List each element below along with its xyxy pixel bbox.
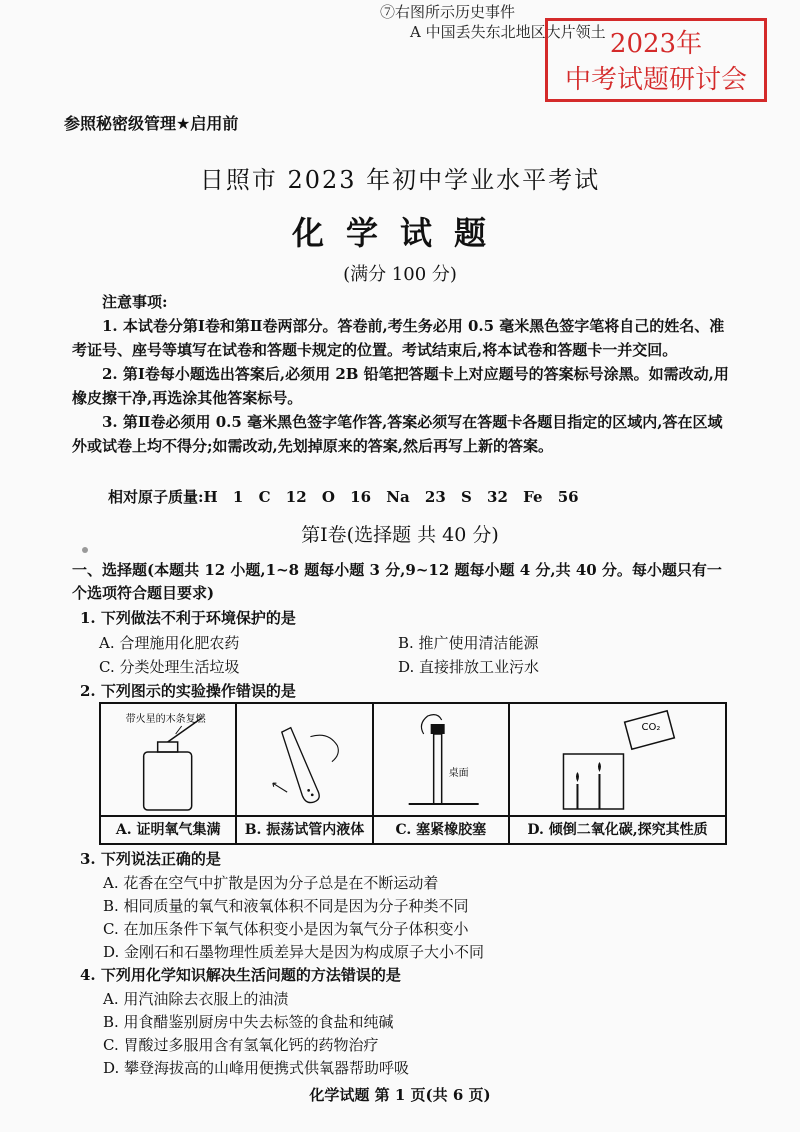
q3-option-b: B. 相同质量的氧气和液氧体积不同是因为分子种类不同 [103, 897, 469, 915]
stamp-line2: 中考试题研讨会 [564, 65, 747, 95]
page-footer: 化学试题 第 1 页(共 6 页) [309, 1086, 491, 1104]
q4-option-c: C. 胃酸过多服用含有氢氧化钙的药物治疗 [103, 1036, 379, 1054]
fig-a-note: 带火星的木条复燃 [125, 714, 206, 725]
q1-option-c: C. 分类处理生活垃圾 [99, 658, 240, 676]
q3-option-d: D. 金刚石和石墨物理性质差异大是因为构成原子大小不同 [103, 943, 485, 961]
figure-cell-b [237, 704, 373, 843]
secret-label: 参照秘密级管理★启用前 [64, 114, 239, 133]
figure-cell-c [374, 704, 510, 843]
co2-pouring-drawing [510, 704, 725, 814]
caption-b: B. 振荡试管内液体 [237, 815, 371, 843]
atomic-masses: 相对原子质量:H 1 C 12 O 16 Na 23 S 32 Fe 56 [108, 488, 579, 506]
subject-title: 化学试题 [291, 214, 508, 252]
q1-option-d: D. 直接排放工业污水 [398, 658, 540, 676]
gas-bottle-drawing [101, 704, 235, 814]
q4-option-a: A. 用汽油除去衣服上的油渍 [103, 990, 289, 1008]
notes-heading: 注意事项: [102, 293, 168, 311]
caption-d: D. 倾倒二氧化碳,探究其性质 [510, 815, 725, 843]
top-note-line1: ⑦右图所示历史事件 [380, 3, 516, 21]
q3-option-c: C. 在加压条件下氧气体积变小是因为氧气分子体积变小 [103, 920, 469, 938]
figure-cell-d [510, 704, 725, 843]
rubber-stopper-drawing [374, 704, 508, 814]
full-score: (满分 100 分) [343, 264, 457, 285]
conference-stamp [545, 18, 767, 102]
caption-c: C. 塞紧橡胶塞 [374, 815, 508, 843]
stamp-line1: 2023年 [609, 29, 703, 59]
note-item-2: 2. 第Ⅰ卷每小题选出答案后,必须用 2B 铅笔把答题卡上对应题号的答案标号涂黑。如需改动,用橡皮擦干净,再选涂其他答案标号。 [72, 365, 729, 407]
q1-option-b: B. 推广使用清洁能源 [398, 634, 539, 652]
figure-cell-a [101, 704, 237, 843]
caption-a: A. 证明氧气集满 [101, 815, 235, 843]
fig-d-note: CO₂ [641, 722, 661, 733]
section-title: 第Ⅰ卷(选择题 共 40 分) [301, 524, 499, 546]
q2-stem: 2. 下列图示的实验操作错误的是 [80, 682, 296, 700]
q2-figure [99, 702, 727, 845]
q1-option-a: A. 合理施用化肥农药 [99, 634, 240, 652]
q4-option-b: B. 用食醋鉴别厨房中失去标签的食盐和纯碱 [103, 1013, 394, 1031]
choice-intro: 一、选择题(本题共 12 小题,1~8 题每小题 3 分,9~12 题每小题 4 分,共 40 分。每小题只有一个选项符合题目要求) [72, 561, 722, 602]
q3-option-a: A. 花香在空气中扩散是因为分子总是在不断运动着 [103, 874, 439, 892]
q3-stem: 3. 下列说法正确的是 [80, 850, 221, 868]
note-item-3: 3. 第Ⅱ卷必须用 0.5 毫米黑色签字笔作答,答案必须写在答题卡各题目指定的区域内,答在区域外或试卷上均不得分;如需改动,先划掉原来的答案,然后再写上新的答案。 [72, 413, 723, 455]
q4-option-d: D. 攀登海拔高的山峰用便携式供氧器帮助呼吸 [103, 1059, 410, 1077]
q4-stem: 4. 下列用化学知识解决生活问题的方法错误的是 [80, 966, 401, 984]
fig-c-note: 桌面 [448, 768, 469, 779]
top-note-line2: A 中国丢失东北地区大片领土 [410, 23, 606, 41]
test-tube-drawing [237, 704, 371, 814]
scan-dot [82, 547, 88, 553]
note-item-1: 1. 本试卷分第Ⅰ卷和第Ⅱ卷两部分。答卷前,考生务必用 0.5 毫米黑色签字笔将自己的姓名、准考证号、座号等填写在试卷和答题卡规定的位置。考试结束后,将本试卷和答题卡一并交回。 [72, 317, 725, 359]
notes-block [72, 290, 732, 458]
exam-title: 日照市 2023 年初中学业水平考试 [199, 166, 601, 194]
q1-stem: 1. 下列做法不利于环境保护的是 [80, 609, 296, 627]
